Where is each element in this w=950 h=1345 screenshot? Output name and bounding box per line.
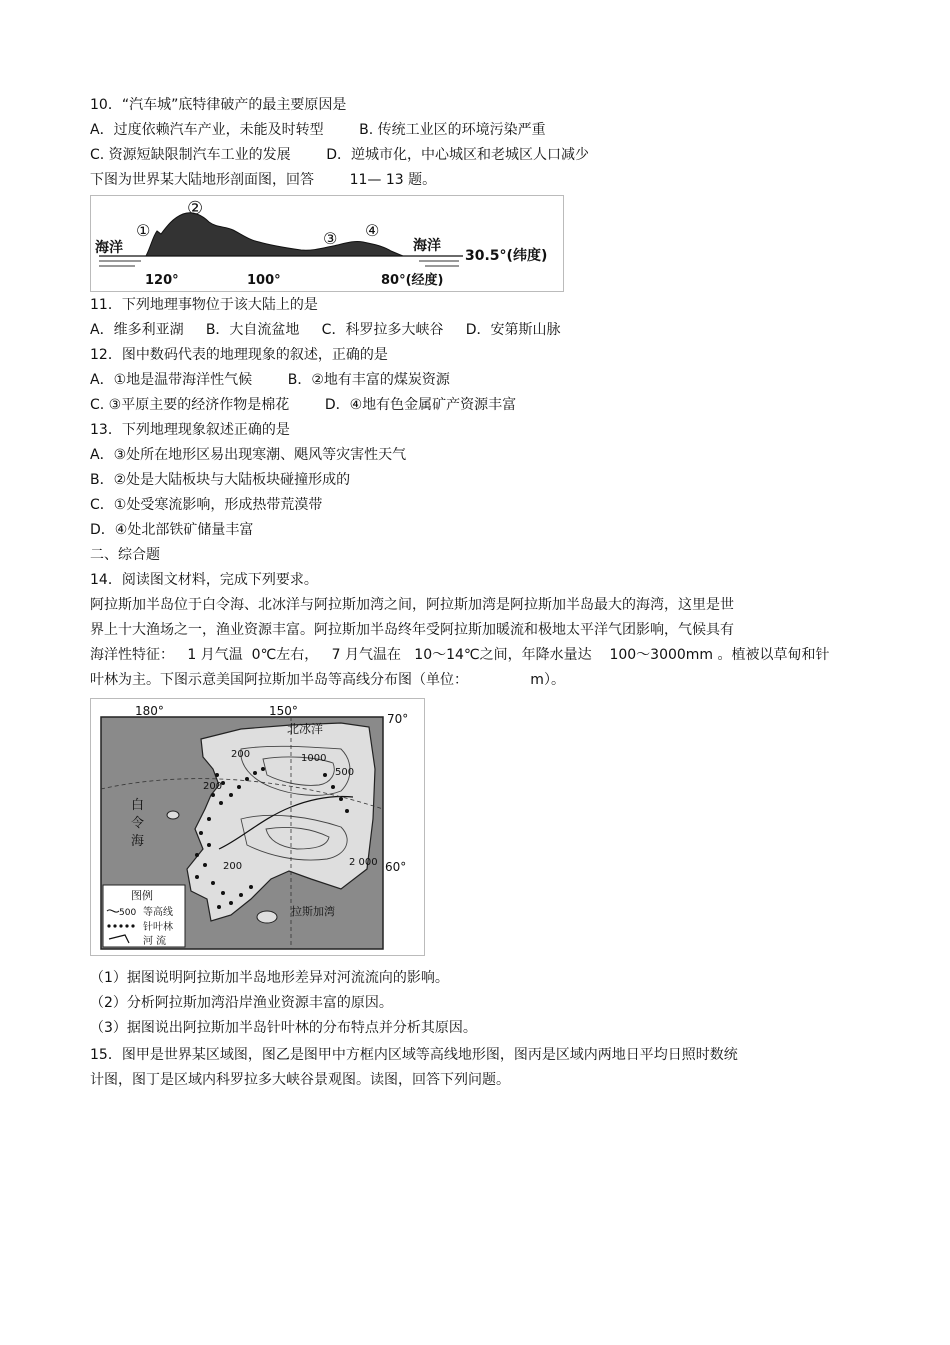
q13-option-a: A．③处所在地形区易出现寒潮、飓风等灾害性天气	[90, 447, 407, 463]
q12-stem: 12．图中数码代表的地理现象的叙述，正确的是	[90, 347, 388, 363]
bering-sea-label-2: 令	[131, 816, 145, 831]
marker-4: ④	[365, 221, 380, 240]
q12-options-ab: A．①地是温带海洋性气候 B．②地有丰富的煤炭资源	[90, 372, 450, 388]
q14-material-4: 叶林为主。下图示意美国阿拉斯加半岛等高线分布图（单位： m）。	[90, 672, 565, 688]
gulf-label: 拉斯加湾	[291, 905, 335, 918]
q14-material-3: 海洋性特征： 1 月气温 0℃左右， 7 月气温在 10～14℃之间，年降水量达 100～3000mm 。植被以草甸和针	[90, 647, 830, 663]
longitude-120: 120°	[145, 273, 179, 288]
left-sea-hatching	[99, 256, 149, 266]
legend-contour-number: 500	[119, 908, 137, 918]
q10-options-cd: C. 资源短缺限制汽车工业的发展 D．逆城市化，中心城区和老城区人口减少	[90, 147, 590, 163]
island	[167, 811, 179, 819]
legend-forest-label: 针叶林	[143, 922, 173, 933]
latitude-label: 30.5°(纬度)	[465, 248, 548, 264]
q14-sub-2: （2）分析阿拉斯加湾沿岸渔业资源丰富的原因。	[90, 995, 393, 1011]
q10-stem: 10．“汽车城”底特律破产的最主要原因是	[90, 97, 347, 113]
lon-150-label: 150°	[269, 704, 298, 718]
lon-180-label: 180°	[135, 704, 164, 718]
lat-60-label: 60°	[385, 860, 407, 874]
q11-13-intro: 下图为世界某大陆地形剖面图，回答 11— 13 题。	[90, 172, 437, 188]
q11-stem: 11．下列地理事物位于该大陆上的是	[90, 297, 318, 313]
marker-1: ①	[136, 221, 151, 240]
contour-1000-label: 1000	[301, 753, 327, 764]
marker-3: ③	[323, 229, 338, 248]
legend-title: 图例	[131, 889, 153, 902]
bering-sea-label-3: 海	[131, 834, 145, 849]
sea-label-left: 海洋	[95, 240, 123, 256]
longitude-80: 80°(经度)	[381, 273, 444, 288]
q10-options-ab: A．过度依赖汽车产业，未能及时转型 B. 传统工业区的环境污染严重	[90, 122, 546, 138]
marker-2: ②	[187, 198, 204, 219]
q13-option-b: B．②处是大陆板块与大陆板块碰撞形成的	[90, 472, 351, 488]
q13-option-c: C．①处受寒流影响，形成热带荒漠带	[90, 497, 323, 513]
q13-option-d: D．④处北部铁矿储量丰富	[90, 522, 254, 538]
contour-200-label: 200	[231, 749, 251, 760]
bering-sea-label-1: 白	[131, 798, 145, 813]
contour-500-label: 500	[335, 767, 355, 778]
right-sea-hatching	[411, 256, 459, 266]
contour-2000-label: 2 000	[349, 857, 378, 868]
arctic-ocean-label: 北冰洋	[287, 722, 324, 736]
q15-stem-1: 15．图甲是世界某区域图，图乙是图甲中方框内区域等高线地形图，图丙是区域内两地日平均日照时数统	[90, 1047, 738, 1063]
legend-contour-label: 等高线	[143, 907, 173, 918]
q14-stem: 14．阅读图文材料，完成下列要求。	[90, 572, 318, 588]
q14-sub-3: （3）据图说出阿拉斯加半岛针叶林的分布特点并分析其原因。	[90, 1020, 477, 1036]
q14-sub-1: （1）据图说明阿拉斯加半岛地形差异对河流流向的影响。	[90, 970, 449, 986]
legend-river-label: 河 流	[143, 936, 167, 947]
alaska-contour-map	[90, 698, 425, 956]
q11-options: A．维多利亚湖 B．大自流盆地 C．科罗拉多大峡谷 D．安第斯山脉	[90, 322, 561, 338]
contour-200-label: 200	[203, 781, 223, 792]
lat-70-label: 70°	[387, 712, 409, 726]
map-legend	[103, 885, 185, 947]
q13-stem: 13．下列地理现象叙述正确的是	[90, 422, 290, 438]
q12-options-cd: C. ③平原主要的经济作物是棉花 D．④地有色金属矿产资源丰富	[90, 397, 517, 413]
island	[257, 911, 277, 923]
q14-material-2: 界上十大渔场之一，渔业资源丰富。阿拉斯加半岛终年受阿拉斯加暖流和极地太平洋气团影响，气候具有	[90, 622, 734, 638]
q15-stem-2: 计图，图丁是区域内科罗拉多大峡谷景观图。读图，回答下列问题。	[90, 1072, 510, 1088]
section-heading: 二、综合题	[90, 547, 160, 563]
contour-200-label: 200	[223, 861, 243, 872]
longitude-100: 100°	[247, 273, 281, 288]
q14-material-1: 阿拉斯加半岛位于白令海、北冰洋与阿拉斯加湾之间，阿拉斯加湾是阿拉斯加半岛最大的海湾，这里是世	[90, 597, 734, 613]
sea-label-right: 海洋	[413, 238, 441, 254]
terrain-profile-figure	[90, 195, 564, 292]
